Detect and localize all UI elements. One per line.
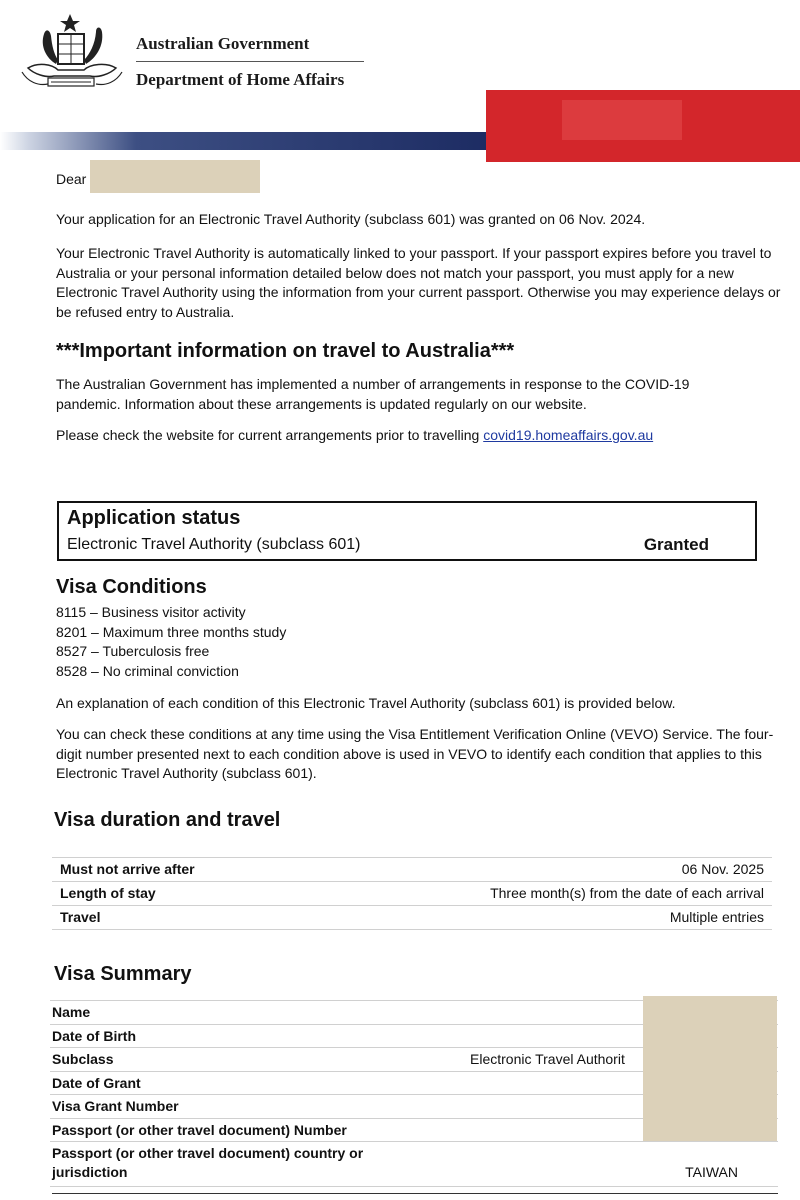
- bottom-divider: [52, 1193, 778, 1194]
- visa-summary-title: Visa Summary: [54, 963, 192, 985]
- table-row: [52, 857, 772, 881]
- greeting: Dear: [56, 171, 87, 187]
- header-banner: [0, 132, 486, 150]
- status-value: Granted: [643, 535, 709, 554]
- row-value: Electronic Travel Authorit: [470, 1051, 625, 1067]
- covid-website-link[interactable]: covid19.homeaffairs.gov.au: [483, 427, 654, 443]
- conditions-explanation: An explanation of each condition of this Electronic Travel Authority (subclass 601) is provided below.: [56, 695, 676, 711]
- row-value: TAIWAN: [685, 1164, 738, 1180]
- application-status-box: [57, 501, 757, 561]
- redacted-summary-values: [643, 996, 777, 1141]
- condition-item: 8527 – Tuberculosis free: [56, 643, 210, 659]
- visa-duration-table: [52, 857, 772, 930]
- table-row: [52, 905, 772, 930]
- department-name: Department of Home Affairs: [136, 70, 345, 89]
- check-prefix: Please check the website for current arrangements prior to travelling: [56, 427, 484, 443]
- row-label: Must not arrive after: [60, 861, 195, 877]
- visa-conditions-title: Visa Conditions: [56, 576, 207, 598]
- condition-item: 8528 – No criminal conviction: [56, 662, 239, 679]
- row-label: Date of Birth: [52, 1027, 136, 1044]
- row-label: Subclass: [52, 1051, 114, 1067]
- covid-paragraph: The Australian Government has implemented a number of arrangements in response to the COVID-19 pandemic. Information about these arrangements is updated regularly on our website.: [56, 376, 690, 412]
- row-value: Multiple entries: [669, 909, 764, 925]
- visa-duration-title: Visa duration and travel: [54, 809, 281, 831]
- important-heading: ***Important information on travel to Australia***: [56, 340, 515, 362]
- table-row: [52, 881, 772, 905]
- row-label: Date of Grant: [52, 1074, 141, 1091]
- coat-of-arms-logo: [18, 12, 126, 98]
- visa-type: Electronic Travel Authority (subclass 601): [67, 536, 361, 553]
- row-label: Name: [52, 1004, 91, 1020]
- table-row: [50, 1141, 778, 1187]
- passport-paragraph: Your Electronic Travel Authority is automatically linked to your passport. If your passport expires before you travel to Australia or your personal information detailed below does not match your passport, you must apply for a new Electronic Travel Authority using the information from your current passport. Otherwise you may experience delays or be refused entry to Australia.: [56, 245, 781, 320]
- row-label: Passport (or other travel document) country or jurisdiction: [52, 1145, 364, 1180]
- condition-item: 8201 – Maximum three months study: [56, 623, 287, 640]
- row-value: Three month(s) from the date of each arrival: [490, 885, 764, 901]
- vevo-paragraph: You can check these conditions at any time using the Visa Entitlement Verification Online (VEVO) Service. The four-digit number presented next to each condition above is used in VEVO to identify each condition that applies to this Electronic Travel Authority (subclass 601).: [56, 726, 774, 781]
- row-label: Passport (or other travel document) Number: [52, 1121, 347, 1138]
- government-name: Australian Government: [136, 34, 310, 53]
- granted-sentence: Your application for an Electronic Travel Authority (subclass 601) was granted on 06 Nov. 2024.: [56, 211, 646, 227]
- row-value: 06 Nov. 2025: [681, 861, 764, 877]
- redaction-red-inner: [562, 100, 682, 140]
- row-label: Travel: [60, 909, 101, 925]
- header-divider: [136, 61, 364, 62]
- check-website-line: [56, 426, 786, 446]
- row-label: Length of stay: [60, 885, 156, 901]
- agency-header: [136, 34, 364, 90]
- application-status-title: Application status: [67, 507, 241, 529]
- row-label: Visa Grant Number: [52, 1098, 179, 1114]
- visa-conditions-list: [56, 603, 286, 681]
- redacted-name: [90, 160, 260, 193]
- condition-item: 8115 – Business visitor activity: [56, 604, 246, 620]
